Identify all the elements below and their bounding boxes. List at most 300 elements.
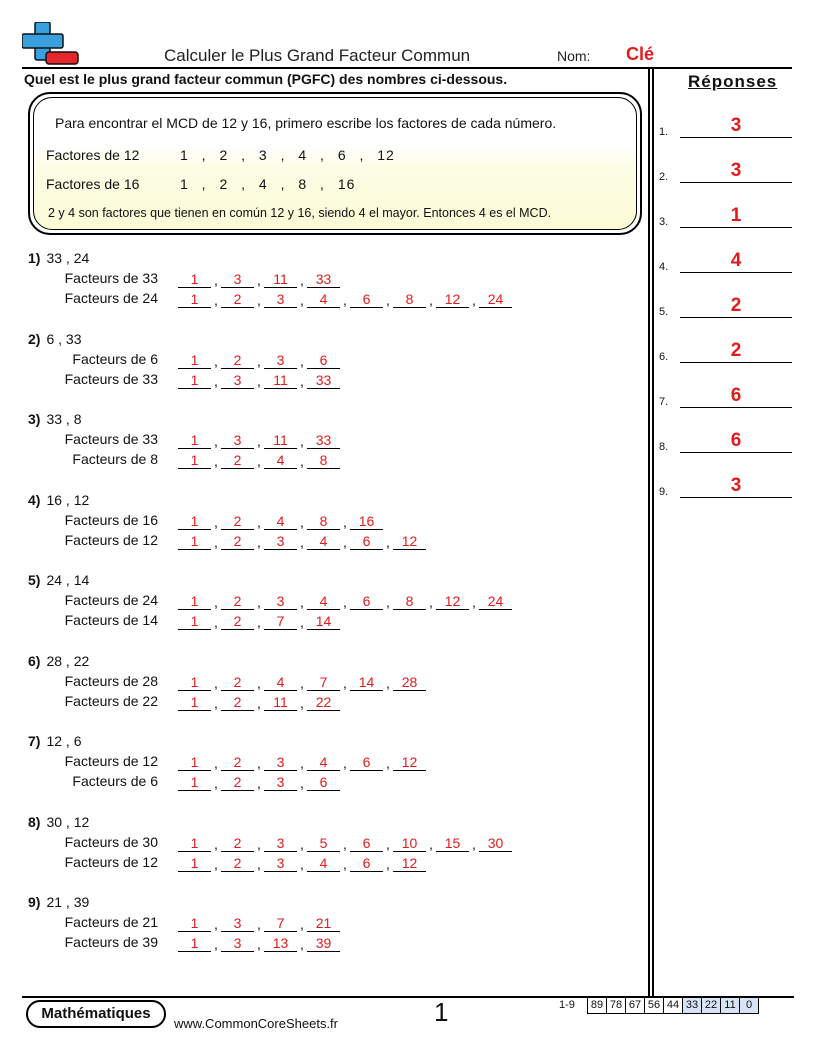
- answer-number: 7.: [659, 396, 669, 408]
- comma-separator: ,: [300, 272, 304, 288]
- problem-number: 2): [28, 331, 41, 347]
- factor-row-label: Facteurs de 39: [64, 934, 158, 950]
- factor-blank[interactable]: 4: [264, 451, 297, 469]
- factor-blank[interactable]: 4: [307, 753, 340, 771]
- factor-blank[interactable]: 6: [350, 854, 383, 872]
- comma-separator: ,: [257, 836, 261, 852]
- comma-separator: ,: [343, 594, 347, 610]
- comma-separator: ,: [343, 514, 347, 530]
- factor-row-label: Facteurs de 16: [64, 512, 158, 528]
- comma-separator: ,: [257, 614, 261, 630]
- example-row-label: Factores de 16: [46, 176, 140, 192]
- factor-blank[interactable]: 6: [350, 290, 383, 308]
- comma-separator: ,: [257, 292, 261, 308]
- score-cell: 0: [739, 997, 759, 1014]
- factor-blank[interactable]: 3: [264, 834, 297, 852]
- factor-row: [28, 592, 628, 612]
- problem-numbers: 16 , 12: [46, 492, 90, 508]
- problem-number: 5): [28, 572, 41, 588]
- factor-blank[interactable]: 1: [178, 934, 211, 952]
- comma-separator: ,: [257, 433, 261, 449]
- page-number: 1: [434, 997, 449, 1027]
- factor-blank[interactable]: 12: [436, 592, 469, 610]
- factor-blanks: [178, 854, 426, 874]
- comma-separator: ,: [257, 594, 261, 610]
- factor-blank[interactable]: 12: [436, 290, 469, 308]
- factor-blank[interactable]: 13: [264, 934, 297, 952]
- comma-separator: ,: [214, 353, 218, 369]
- factor-row: [28, 290, 628, 310]
- factor-blank[interactable]: 10: [393, 834, 426, 852]
- score-cell: 67: [625, 997, 645, 1014]
- example-row-values: 1 , 2 , 4 , 8 , 16: [180, 176, 356, 192]
- comma-separator: ,: [343, 755, 347, 771]
- score-cell: 22: [701, 997, 721, 1014]
- problem-item: [28, 331, 628, 391]
- factor-row-label: Facteurs de 12: [64, 532, 158, 548]
- factor-blanks: [178, 512, 383, 532]
- factor-blank[interactable]: 1: [178, 673, 211, 691]
- comma-separator: ,: [472, 594, 476, 610]
- answer-item: [659, 296, 794, 318]
- factor-blanks: [178, 834, 512, 854]
- factor-blank[interactable]: 2: [221, 693, 254, 711]
- factor-blanks: [178, 351, 340, 371]
- comma-separator: ,: [214, 594, 218, 610]
- comma-separator: ,: [300, 514, 304, 530]
- factor-blank[interactable]: 2: [221, 290, 254, 308]
- factor-row: [28, 612, 628, 632]
- comma-separator: ,: [300, 856, 304, 872]
- factor-blank[interactable]: 1: [178, 270, 211, 288]
- problem-numbers: 30 , 12: [46, 814, 90, 830]
- factor-row-label: Facteurs de 33: [64, 371, 158, 387]
- factor-blank[interactable]: 2: [221, 612, 254, 630]
- factor-row: [28, 753, 628, 773]
- factor-blank[interactable]: 1: [178, 512, 211, 530]
- factor-blank[interactable]: 3: [264, 773, 297, 791]
- plus-minus-logo-icon: [22, 22, 80, 66]
- factor-blank[interactable]: 6: [307, 351, 340, 369]
- comma-separator: ,: [214, 453, 218, 469]
- problem-header: [28, 492, 89, 508]
- comma-separator: ,: [214, 755, 218, 771]
- comma-separator: ,: [257, 755, 261, 771]
- comma-separator: ,: [300, 292, 304, 308]
- answer-item: [659, 206, 794, 228]
- problem-item: [28, 250, 628, 310]
- worksheet-title: Calculer le Plus Grand Facteur Commun: [164, 46, 471, 65]
- factor-blank[interactable]: 1: [178, 351, 211, 369]
- problem-header: [28, 572, 89, 588]
- factor-blank[interactable]: 7: [307, 673, 340, 691]
- answer-item: [659, 431, 794, 453]
- factor-blank[interactable]: 1: [178, 371, 211, 389]
- answer-field[interactable]: 6: [680, 385, 792, 408]
- factor-blank[interactable]: 11: [264, 693, 297, 711]
- comma-separator: ,: [257, 675, 261, 691]
- factor-blank[interactable]: 2: [221, 753, 254, 771]
- example-note: 2 y 4 son factores que tienen en común 12 y 16, siendo 4 el mayor. Entonces 4 es el MCD.: [48, 206, 552, 220]
- comma-separator: ,: [214, 373, 218, 389]
- factor-row-label: Facteurs de 6: [72, 351, 158, 367]
- factor-row-label: Facteurs de 14: [64, 612, 158, 628]
- comma-separator: ,: [300, 836, 304, 852]
- comma-separator: ,: [386, 675, 390, 691]
- comma-separator: ,: [214, 856, 218, 872]
- factor-blank[interactable]: 5: [307, 834, 340, 852]
- factor-blank[interactable]: 1: [178, 693, 211, 711]
- factor-blank[interactable]: 4: [307, 854, 340, 872]
- factor-blank[interactable]: 33: [307, 431, 340, 449]
- factor-blanks: [178, 290, 512, 310]
- factor-blank[interactable]: 33: [307, 371, 340, 389]
- answer-number: 8.: [659, 441, 669, 453]
- score-scale-label: 1-9: [559, 999, 575, 1011]
- factor-blank[interactable]: 3: [221, 371, 254, 389]
- problem-numbers: 28 , 22: [46, 653, 90, 669]
- answer-item: [659, 116, 794, 138]
- problem-numbers: 21 , 39: [46, 894, 90, 910]
- factor-blank[interactable]: 33: [307, 270, 340, 288]
- comma-separator: ,: [300, 775, 304, 791]
- factor-blank[interactable]: 2: [221, 351, 254, 369]
- factor-row: [28, 371, 628, 391]
- factor-blank[interactable]: 2: [221, 673, 254, 691]
- factor-blanks: [178, 693, 340, 713]
- answer-number: 9.: [659, 486, 669, 498]
- factor-blank[interactable]: 11: [264, 371, 297, 389]
- factor-row: [28, 451, 628, 471]
- factor-blank[interactable]: 12: [393, 854, 426, 872]
- problem-numbers: 33 , 24: [46, 250, 90, 266]
- comma-separator: ,: [257, 916, 261, 932]
- example-intro: Para encontrar el MCD de 12 y 16, primero escribe los factores de cada número.: [55, 115, 557, 131]
- factor-row: [28, 270, 628, 290]
- factor-row-label: Facteurs de 12: [64, 753, 158, 769]
- comma-separator: ,: [300, 353, 304, 369]
- comma-separator: ,: [343, 836, 347, 852]
- factor-blank[interactable]: 14: [350, 673, 383, 691]
- answer-item: [659, 386, 794, 408]
- factor-row-label: Facteurs de 33: [64, 270, 158, 286]
- factor-blank[interactable]: 15: [436, 834, 469, 852]
- problem-header: [28, 411, 81, 427]
- factor-blank[interactable]: 28: [393, 673, 426, 691]
- score-cell: 56: [644, 997, 664, 1014]
- factor-blank[interactable]: 7: [264, 914, 297, 932]
- factor-blank[interactable]: 1: [178, 431, 211, 449]
- example-row-1: [46, 147, 395, 163]
- comma-separator: ,: [300, 594, 304, 610]
- answer-field[interactable]: 2: [680, 295, 792, 318]
- factor-row: [28, 854, 628, 874]
- factor-blank[interactable]: 1: [178, 290, 211, 308]
- factor-blank[interactable]: 11: [264, 270, 297, 288]
- factor-blank[interactable]: 3: [264, 592, 297, 610]
- comma-separator: ,: [214, 272, 218, 288]
- factor-row-label: Facteurs de 21: [64, 914, 158, 930]
- factor-blank[interactable]: 3: [221, 270, 254, 288]
- example-box: [28, 92, 642, 235]
- example-row-values: 1 , 2 , 3 , 4 , 6 , 12: [180, 147, 395, 163]
- comma-separator: ,: [300, 614, 304, 630]
- problem-number: 3): [28, 411, 41, 427]
- factor-blank[interactable]: 4: [264, 512, 297, 530]
- factor-blank[interactable]: 3: [264, 532, 297, 550]
- factor-blank[interactable]: 12: [393, 532, 426, 550]
- comma-separator: ,: [214, 514, 218, 530]
- factor-blank[interactable]: 1: [178, 854, 211, 872]
- factor-blank[interactable]: 2: [221, 834, 254, 852]
- factor-blanks: [178, 673, 426, 693]
- factor-blank[interactable]: 2: [221, 512, 254, 530]
- answer-number: 1.: [659, 126, 669, 138]
- problem-number: 6): [28, 653, 41, 669]
- subject-badge: Mathématiques: [26, 1000, 166, 1028]
- factor-blank[interactable]: 24: [479, 290, 512, 308]
- comma-separator: ,: [214, 292, 218, 308]
- factor-blanks: [178, 753, 426, 773]
- problem-header: [28, 250, 89, 266]
- factor-row-label: Facteurs de 8: [72, 451, 158, 467]
- answer-number: 3.: [659, 216, 669, 228]
- problem-number: 1): [28, 250, 41, 266]
- factor-blank[interactable]: 16: [350, 512, 383, 530]
- factor-blank[interactable]: 8: [307, 451, 340, 469]
- problem-item: [28, 411, 628, 471]
- factor-blank[interactable]: 1: [178, 592, 211, 610]
- factor-blank[interactable]: 8: [393, 592, 426, 610]
- comma-separator: ,: [300, 373, 304, 389]
- comma-separator: ,: [257, 695, 261, 711]
- factor-blank[interactable]: 12: [393, 753, 426, 771]
- comma-separator: ,: [257, 353, 261, 369]
- factor-blanks: [178, 371, 340, 391]
- problem-item: [28, 653, 628, 713]
- score-cell: 11: [720, 997, 740, 1014]
- comma-separator: ,: [429, 594, 433, 610]
- factor-blank[interactable]: 22: [307, 693, 340, 711]
- comma-separator: ,: [300, 534, 304, 550]
- comma-separator: ,: [386, 755, 390, 771]
- factor-blank[interactable]: 3: [221, 431, 254, 449]
- comma-separator: ,: [300, 453, 304, 469]
- problem-item: [28, 492, 628, 552]
- factor-blank[interactable]: 7: [264, 612, 297, 630]
- factor-blank[interactable]: 1: [178, 451, 211, 469]
- problem-item: [28, 572, 628, 632]
- problem-numbers: 24 , 14: [46, 572, 90, 588]
- comma-separator: ,: [257, 373, 261, 389]
- problem-number: 9): [28, 894, 41, 910]
- column-divider-left: [648, 69, 650, 997]
- factor-row: [28, 914, 628, 934]
- factor-blank[interactable]: 6: [307, 773, 340, 791]
- example-row-2: [46, 176, 355, 192]
- factor-row: [28, 934, 628, 954]
- score-cell: 33: [682, 997, 702, 1014]
- factor-blank[interactable]: 3: [264, 854, 297, 872]
- answer-item: [659, 341, 794, 363]
- factor-row-label: Facteurs de 30: [64, 834, 158, 850]
- comma-separator: ,: [214, 936, 218, 952]
- comma-separator: ,: [214, 775, 218, 791]
- factor-row-label: Facteurs de 24: [64, 592, 158, 608]
- comma-separator: ,: [343, 292, 347, 308]
- factor-blank[interactable]: 24: [479, 592, 512, 610]
- answer-number: 2.: [659, 171, 669, 183]
- answer-field[interactable]: 3: [680, 160, 792, 183]
- factor-row-label: Facteurs de 24: [64, 290, 158, 306]
- header-divider: [22, 67, 792, 69]
- factor-row-label: Facteurs de 22: [64, 693, 158, 709]
- problem-numbers: 12 , 6: [46, 733, 82, 749]
- factor-blank[interactable]: 21: [307, 914, 340, 932]
- comma-separator: ,: [214, 675, 218, 691]
- factor-blank[interactable]: 3: [264, 351, 297, 369]
- factor-row-label: Facteurs de 33: [64, 431, 158, 447]
- comma-separator: ,: [214, 836, 218, 852]
- answer-field[interactable]: 6: [680, 430, 792, 453]
- factor-row-label: Facteurs de 12: [64, 854, 158, 870]
- factor-blank[interactable]: 6: [350, 592, 383, 610]
- answer-field[interactable]: 1: [680, 205, 792, 228]
- instructions: Quel est le plus grand facteur commun (PGFC) des nombres ci-dessous.: [24, 71, 508, 87]
- factor-blank[interactable]: 8: [393, 290, 426, 308]
- factor-blanks: [178, 592, 512, 612]
- comma-separator: ,: [343, 856, 347, 872]
- comma-separator: ,: [214, 916, 218, 932]
- score-scale: [588, 997, 759, 1014]
- site-url: www.CommonCoreSheets.fr: [174, 1016, 338, 1031]
- factor-blank[interactable]: 1: [178, 834, 211, 852]
- factor-blank[interactable]: 6: [350, 753, 383, 771]
- factor-blank[interactable]: 1: [178, 773, 211, 791]
- comma-separator: ,: [300, 916, 304, 932]
- factor-blank[interactable]: 11: [264, 431, 297, 449]
- factor-blank[interactable]: 3: [221, 934, 254, 952]
- answer-field[interactable]: 3: [680, 475, 792, 498]
- problem-item: [28, 733, 628, 793]
- factor-blank[interactable]: 2: [221, 451, 254, 469]
- comma-separator: ,: [257, 514, 261, 530]
- factor-blank[interactable]: 2: [221, 592, 254, 610]
- factor-blank[interactable]: 4: [307, 290, 340, 308]
- factor-row: [28, 431, 628, 451]
- factor-blank[interactable]: 6: [350, 834, 383, 852]
- factor-blank[interactable]: 30: [479, 834, 512, 852]
- score-cell: 89: [587, 997, 607, 1014]
- comma-separator: ,: [214, 614, 218, 630]
- factor-blank[interactable]: 1: [178, 914, 211, 932]
- comma-separator: ,: [386, 836, 390, 852]
- answer-number: 4.: [659, 261, 669, 273]
- problem-number: 4): [28, 492, 41, 508]
- answer-field[interactable]: 2: [680, 340, 792, 363]
- factor-blank[interactable]: 4: [307, 532, 340, 550]
- comma-separator: ,: [257, 453, 261, 469]
- factor-row: [28, 512, 628, 532]
- factor-blank[interactable]: 14: [307, 612, 340, 630]
- factor-row: [28, 351, 628, 371]
- score-cell: 44: [663, 997, 683, 1014]
- factor-blank[interactable]: 6: [350, 532, 383, 550]
- factor-blank[interactable]: 1: [178, 612, 211, 630]
- answer-field[interactable]: 3: [680, 115, 792, 138]
- problem-numbers: 6 , 33: [46, 331, 82, 347]
- factor-blank[interactable]: 1: [178, 753, 211, 771]
- factor-row: [28, 834, 628, 854]
- answer-item: [659, 251, 794, 273]
- problem-item: [28, 814, 628, 874]
- factor-row: [28, 532, 628, 552]
- problem-header: [28, 733, 81, 749]
- factor-blank[interactable]: 8: [307, 512, 340, 530]
- comma-separator: ,: [429, 292, 433, 308]
- comma-separator: ,: [257, 534, 261, 550]
- factor-row: [28, 693, 628, 713]
- answer-number: 6.: [659, 351, 669, 363]
- problem-header: [28, 653, 89, 669]
- problem-header: [28, 814, 89, 830]
- comma-separator: ,: [343, 675, 347, 691]
- factor-blank[interactable]: 3: [264, 753, 297, 771]
- comma-separator: ,: [386, 856, 390, 872]
- factor-blank[interactable]: 2: [221, 773, 254, 791]
- column-divider-right: [652, 69, 654, 997]
- factor-blanks: [178, 431, 340, 451]
- comma-separator: ,: [300, 936, 304, 952]
- comma-separator: ,: [257, 775, 261, 791]
- factor-blank[interactable]: 3: [221, 914, 254, 932]
- comma-separator: ,: [214, 534, 218, 550]
- factor-row: [28, 673, 628, 693]
- problem-numbers: 33 , 8: [46, 411, 82, 427]
- answer-field[interactable]: 4: [680, 250, 792, 273]
- comma-separator: ,: [300, 433, 304, 449]
- comma-separator: ,: [257, 936, 261, 952]
- factor-blank[interactable]: 4: [264, 673, 297, 691]
- factor-blank[interactable]: 3: [264, 290, 297, 308]
- comma-separator: ,: [257, 856, 261, 872]
- factor-blanks: [178, 532, 426, 552]
- comma-separator: ,: [300, 755, 304, 771]
- answers-title: Réponses: [688, 72, 778, 91]
- factor-row: [28, 773, 628, 793]
- factor-blank[interactable]: 39: [307, 934, 340, 952]
- comma-separator: ,: [386, 292, 390, 308]
- comma-separator: ,: [386, 594, 390, 610]
- factor-blank[interactable]: 2: [221, 532, 254, 550]
- problem-header: [28, 331, 81, 347]
- comma-separator: ,: [343, 534, 347, 550]
- comma-separator: ,: [214, 695, 218, 711]
- factor-blank[interactable]: 1: [178, 532, 211, 550]
- factor-blank[interactable]: 2: [221, 854, 254, 872]
- comma-separator: ,: [300, 675, 304, 691]
- answer-item: [659, 161, 794, 183]
- factor-row-label: Facteurs de 6: [72, 773, 158, 789]
- factor-blanks: [178, 914, 340, 934]
- answer-item: [659, 476, 794, 498]
- factor-blanks: [178, 773, 340, 793]
- comma-separator: ,: [429, 836, 433, 852]
- comma-separator: ,: [472, 836, 476, 852]
- problem-item: [28, 894, 628, 954]
- factor-blanks: [178, 612, 340, 632]
- factor-blank[interactable]: 4: [307, 592, 340, 610]
